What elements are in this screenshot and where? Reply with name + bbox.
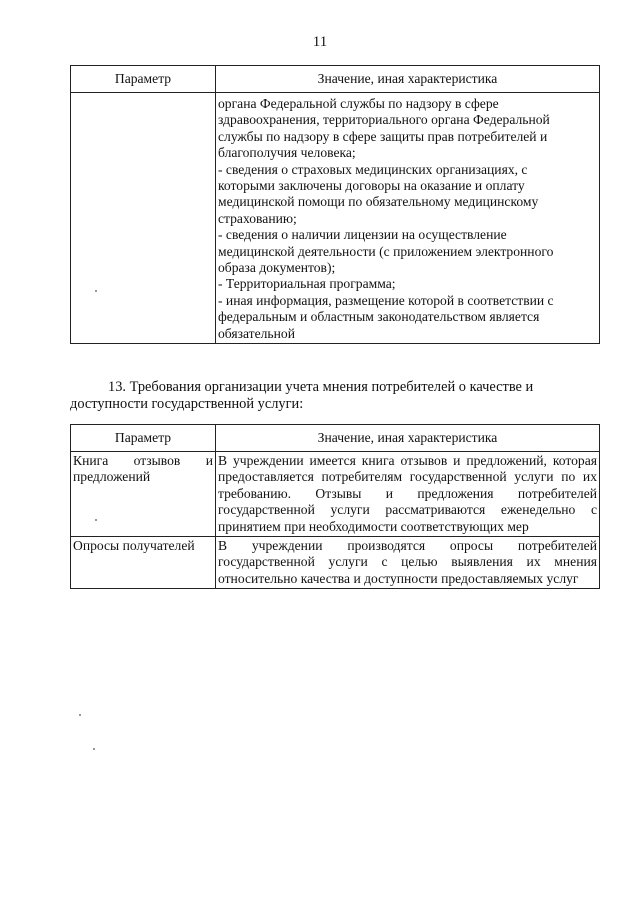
- value-line: благополучия человека;: [218, 145, 356, 161]
- value-line: которыми заключены договоры на оказание и оплату: [218, 178, 525, 194]
- param-cell: [71, 93, 216, 344]
- header-value: Значение, иная характеристика: [216, 425, 600, 452]
- value-line: образа документов);: [218, 260, 336, 276]
- section-13-line: доступности государственной услуги:: [70, 396, 304, 412]
- value-line: - сведения о страховых медицинских организациях, с: [218, 161, 528, 177]
- header-param: Параметр: [71, 66, 216, 93]
- table-continued: [70, 65, 600, 344]
- value-line: обязательной: [218, 325, 295, 341]
- param-cell: Книга отзывов и предложений: [71, 452, 216, 537]
- scan-speck: [93, 748, 95, 750]
- scan-speck: [79, 714, 81, 716]
- table-feedback: [70, 424, 600, 589]
- table-row: [71, 93, 600, 344]
- param-cell: Опросы получателей: [71, 537, 216, 589]
- value-line: страхованию;: [218, 210, 297, 226]
- value-line: - иная информация, размещение которой в соответствии с: [218, 292, 554, 308]
- value-cell: В учреждении имеется книга отзывов и предложений, которая предоставляется потребителям государственной услуги по их требованию. Отзывы и предложения потребителей государственной услуги рассматриваются еженедельно с принятием при необходимости соответствующих мер: [216, 452, 600, 537]
- table-row: [71, 452, 600, 537]
- value-line: органа Федеральной службы по надзору в сфере: [218, 96, 499, 111]
- value-line: службы по надзору в сфере защиты прав потребителей и: [218, 128, 548, 144]
- header-param: Параметр: [71, 425, 216, 452]
- value-line: - сведения о наличии лицензии на осуществление: [218, 227, 507, 243]
- value-line: здравоохранения, территориального органа Федеральной: [218, 112, 550, 128]
- section-13-heading: [70, 379, 599, 413]
- section-13-line: 13. Требования организации учета мнения потребителей о качестве и: [108, 379, 534, 395]
- table-header-row: [71, 66, 600, 93]
- scan-speck: [95, 519, 97, 521]
- page-number: 11: [312, 34, 328, 50]
- table-row: [71, 537, 600, 589]
- value-line: медицинской деятельности (с приложением электронного: [218, 243, 554, 259]
- value-line: федеральным и областным законодательством является: [218, 309, 540, 325]
- value-line: - Территориальная программа;: [218, 276, 396, 292]
- value-cell: В учреждении производятся опросы потребителей государственной услуги с целью выявления их мнения относительно качества и доступности предоставляемых услуг: [216, 537, 600, 589]
- value-line: медицинской помощи по обязательному медицинскому: [218, 194, 539, 210]
- table-header-row: [71, 425, 600, 452]
- value-cell: [216, 93, 600, 344]
- header-value: Значение, иная характеристика: [216, 66, 600, 93]
- scan-speck: [95, 290, 97, 292]
